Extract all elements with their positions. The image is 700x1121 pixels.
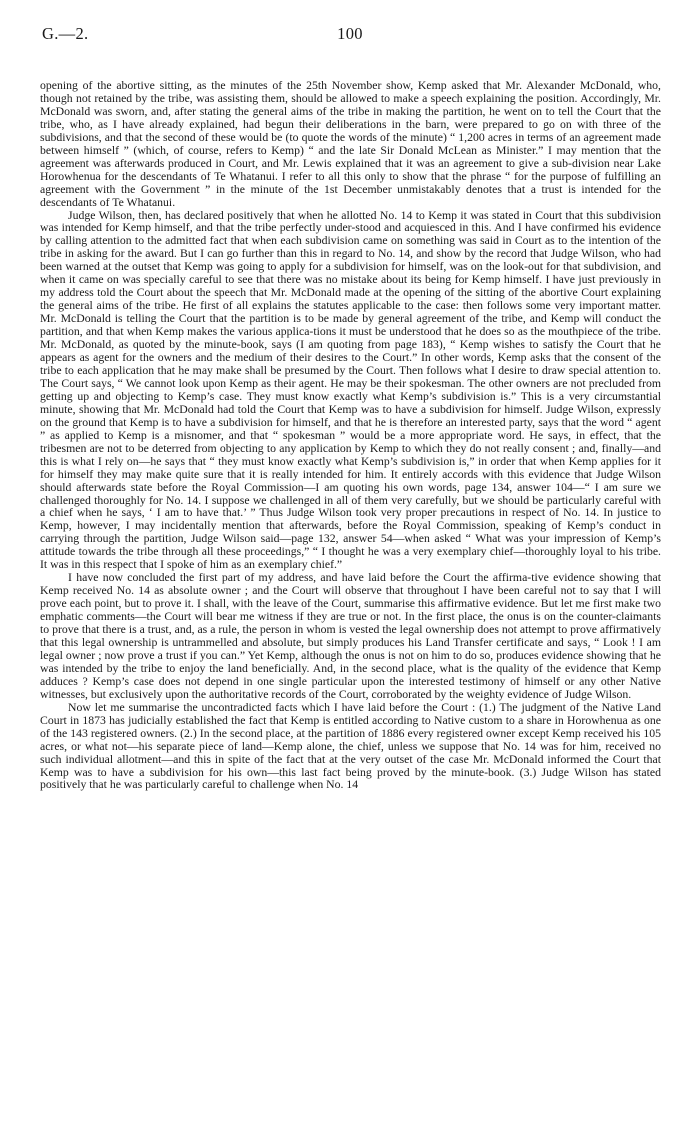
document-reference: G.—2. [42,24,89,43]
paragraph-judge-wilson: Judge Wilson, then, has declared positively that when he allotted No. 14 to Kemp it was stated in Court that this subdivision was intended for Kemp himself, and that the tribe perfectly under-stood and acquiesced in this. And I have confirmed his evidence by calling attention to the admitted fact that when each subdivision came on something was said in Court as to the intention of the tribe in asking for the award. But I can go further than this in regard to No. 14, and show by the record that Judge Wilson, who had been warned at the outset that Kemp was going to apply for a subdivision for himself, was on the look-out for that subdivision, and when it came on was specially careful to see that there was no mistake about its being for Kemp himself. I have just previously in my address told the Court about the speech that Mr. McDonald made at the opening of the sitting of the abortive Court explaining the general aims of the tribe. He first of all explains the statutes applicable to the case: then follows some very important matter. Mr. McDonald is telling the Court that the partition is to be made by general agreement of the tribe, and Kemp will conduct the partition, and that when Kemp makes the various applica-tions it must be understood that he does so as the mouthpiece of the tribe. Mr. McDonald, as quoted by the minute-book, says (I am quoting from page 183), “ Kemp wishes to satisfy the Court that he appears as agent for the owners and the medium of their desires to the Court.” In other words, Kemp asks that the consent of the tribe to each application that he may make shall be presumed by the Court. Then follows what I desire to draw special attention to. The Court says, “ We cannot look upon Kemp as their agent. He may be their spokesman. The other owners are not precluded from getting up and objecting to Kemp’s case. They must know exactly what Kemp’s subdivision is.” This is a very circumstantial minute, showing that Mr. McDonald had told the Court that Kemp was to have a subdivision for himself. Judge Wilson, expressly on the ground that Kemp is to have a subdivision for himself, and that he is therefore an interested party, says that the word “ agent ” as applied to Kemp is a misnomer, and that “ spokesman ” would be a more appropriate word. He says, in effect, that the tribesmen are not to be deterred from objecting to any application by Kemp to which they do not really consent ; and, finally—and this is what I rely on—he says that “ they must know exactly what Kemp’s subdivision is,” in order that when Kemp applies for it for himself they may make quite sure that it is really intended for him. It entirely accords with this evidence that Judge Wilson should afterwards state before the Royal Commission—I am quoting his own words, page 134, answer 104—“ I am sure we challenged thoroughly for No. 14. I suppose we challenged in all of them very carefully, but we should be particularly careful with a chief when he says, ‘ I am to have that.’ ” Thus Judge Wilson took very proper precautions in respect of No. 14. In justice to Kemp, however, I may incidentally mention that afterwards, before the Royal Commission, speaking of Kemp’s conduct in carrying through the partition, Judge Wilson said—page 132, answer 54—when asked “ What was your impression of Kemp’s attitude towards the tribe through all these proceedings,” “ I thought he was a very exemplary chief—thoroughly loyal to his tribe. It was in this respect that I spoke of him as an exemplary chief.” [40,208,661,572]
paragraph-summary: Now let me summarise the uncontradicted facts which I have laid before the Court : (1.) The judgment of the Native Land Court in 1873 has judicially established the fact that Kemp is entitled according to Native custom to a share in Horowhenua as one of the 143 registered owners. (2.) In the second place, at the partition of 1886 every registered owner except Kemp received his 105 acres, or what not—his separate piece of land—Kemp alone, the chief, unless we suppose that No. 14 was for him, received no such individual allotment—and this in spite of the fact that at the very outset of the case Mr. McDonald informed the Court that Kemp was to have a subdivision for his own—this last fact being proved by the minute-book. (3.) Judge Wilson has stated positively that he was particularly careful to challenge when No. 14 [40,700,661,792]
page-header [38,24,662,52]
page-number: 100 [337,24,363,43]
paragraph-first-part-concluded: I have now concluded the first part of my address, and have laid before the Court the affirma-tive evidence showing that Kemp received No. 14 as absolute owner ; and the Court will observe that throughout I have been careful not to say that I will prove each point, but to prove it. I shall, with the leave of the Court, summarise this affirmative evidence. But let me first make two emphatic comments—the Court will bear me witness if they are true or not. In the first place, the onus is on the counter-claimants to prove that there is a trust, and, as a rule, the person in whom is vested the legal ownership does not attempt to prove affirmatively that this legal ownership is untrammelled and absolute, but simply produces his Land Transfer certificate and says, “ Look ! I am legal owner ; now prove a trust if you can.” Yet Kemp, although the onus is not on him to do so, produces evidence showing that he was intended by the tribe to enjoy the land beneficially. And, in the second place, what is the quality of the evidence that Kemp adduces ? Kemp’s case does not depend in one single particular upon the interested testimony of himself or any other Native witnesses, but exclusively upon the authoritative records of the Court, corroborated by the weighty evidence of Judge Wilson. [40,571,661,701]
body-text [40,80,661,792]
paragraph-continuation: opening of the abortive sitting, as the minutes of the 25th November show, Kemp asked that Mr. Alexander McDonald, who, though not retained by the tribe, was assisting them, should be allowed to make a speech explaining the position. Accordingly, Mr. McDonald was sworn, and, after stating the general aims of the tribe in making the partition, he went on to tell the Court that the tribe, who, as I have already explained, had begun their deliberations in the barn, were prepared to go on with three of the subdivisions, and that the second of these would be (to quote the words of the minute) “ 1,200 acres in terms of an agreement made between himself ” (which, of course, refers to Kemp) “ and the late Sir Donald McLean as Minister.” I may mention that the agreement was afterwards produced in Court, and Mr. Lewis explained that it was an agreement to give a sub-division near Lake Horowhenua for the descendants of Te Whatanui. I refer to all this only to show that the phrase “ for the purpose of fulfilling an agreement with the Government ” in the minute of the 1st December unmistakably denotes that a trust is intended for the descendants of Te Whatanui. [40,79,661,209]
